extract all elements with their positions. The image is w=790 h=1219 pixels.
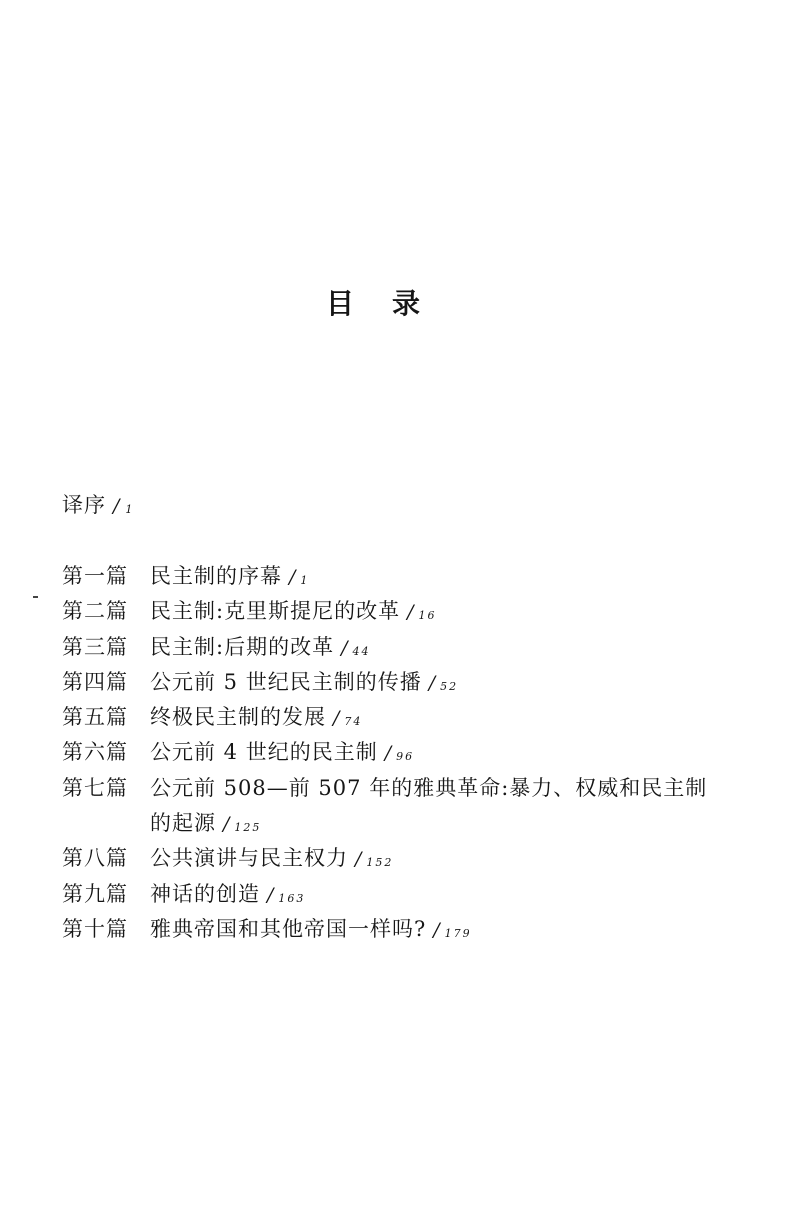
page-separator: / bbox=[333, 707, 340, 730]
toc-entry bbox=[62, 630, 742, 665]
page-separator: / bbox=[341, 636, 348, 659]
page-number: 96 bbox=[396, 750, 415, 764]
chapter-title: 民主制:后期的改革 bbox=[150, 634, 335, 659]
chapter-title: 民主制的序幕 bbox=[150, 564, 282, 588]
chapter-label: 第一篇 bbox=[62, 564, 128, 588]
page-separator: / bbox=[384, 742, 392, 765]
chapter-title: 公元前 5 世纪民主制的传播 bbox=[150, 669, 422, 694]
chapter-label: 第四篇 bbox=[62, 669, 128, 694]
page-number: 1 bbox=[125, 503, 135, 516]
scan-mark bbox=[33, 596, 38, 598]
toc-preface bbox=[62, 487, 134, 523]
page-number: 74 bbox=[344, 715, 363, 729]
toc-entry bbox=[62, 665, 742, 700]
preface-label: 译序 bbox=[62, 493, 106, 517]
toc-title: 目录 bbox=[326, 287, 459, 320]
page-number: 44 bbox=[352, 644, 371, 658]
chapter-title: 神话的创造 bbox=[150, 881, 260, 906]
page-number: 1 bbox=[300, 574, 310, 587]
chapter-label: 第六篇 bbox=[62, 740, 128, 765]
page-number: 152 bbox=[366, 856, 394, 870]
page-number: 125 bbox=[234, 821, 262, 835]
toc-entries bbox=[62, 559, 742, 947]
toc-entry bbox=[62, 594, 742, 629]
chapter-label: 第二篇 bbox=[62, 599, 128, 624]
toc-entry bbox=[62, 841, 742, 876]
toc-entry bbox=[62, 559, 742, 594]
chapter-label: 第十篇 bbox=[62, 916, 128, 941]
page-separator: / bbox=[223, 813, 230, 836]
page-separator: / bbox=[433, 918, 440, 941]
page-number: 179 bbox=[444, 926, 472, 940]
chapter-label: 第五篇 bbox=[62, 705, 128, 730]
chapter-label: 第九篇 bbox=[62, 881, 128, 906]
page-number: 163 bbox=[278, 891, 306, 905]
toc-entry-continuation bbox=[62, 806, 742, 841]
chapter-label: 第七篇 bbox=[62, 775, 128, 800]
toc-entry bbox=[62, 877, 742, 912]
toc-entry bbox=[62, 735, 742, 770]
toc-entry bbox=[62, 912, 742, 947]
page-number: 16 bbox=[418, 609, 437, 623]
page-number: 52 bbox=[440, 679, 459, 693]
page-separator: / bbox=[289, 566, 296, 588]
chapter-title: 终极民主制的发展 bbox=[150, 705, 326, 730]
page-separator: / bbox=[428, 671, 436, 694]
page-separator: / bbox=[113, 495, 121, 517]
toc-entry bbox=[62, 771, 742, 806]
chapter-title: 民主制:克里斯提尼的改革 bbox=[150, 599, 401, 624]
chapter-label: 第三篇 bbox=[62, 634, 128, 659]
chapter-title: 公元前 508—前 507 年的雅典革命:暴力、权威和民主制 bbox=[150, 775, 708, 800]
page-separator: / bbox=[267, 883, 274, 906]
toc-entry bbox=[62, 700, 742, 735]
chapter-label: 第八篇 bbox=[62, 846, 128, 871]
chapter-title: 雅典帝国和其他帝国一样吗? bbox=[150, 916, 427, 941]
page-separator: / bbox=[407, 601, 414, 624]
chapter-title: 公共演讲与民主权力 bbox=[150, 846, 348, 871]
page-separator: / bbox=[355, 848, 362, 871]
chapter-title: 公元前 4 世纪的民主制 bbox=[150, 740, 378, 765]
chapter-title-continuation: 的起源 bbox=[150, 811, 216, 836]
